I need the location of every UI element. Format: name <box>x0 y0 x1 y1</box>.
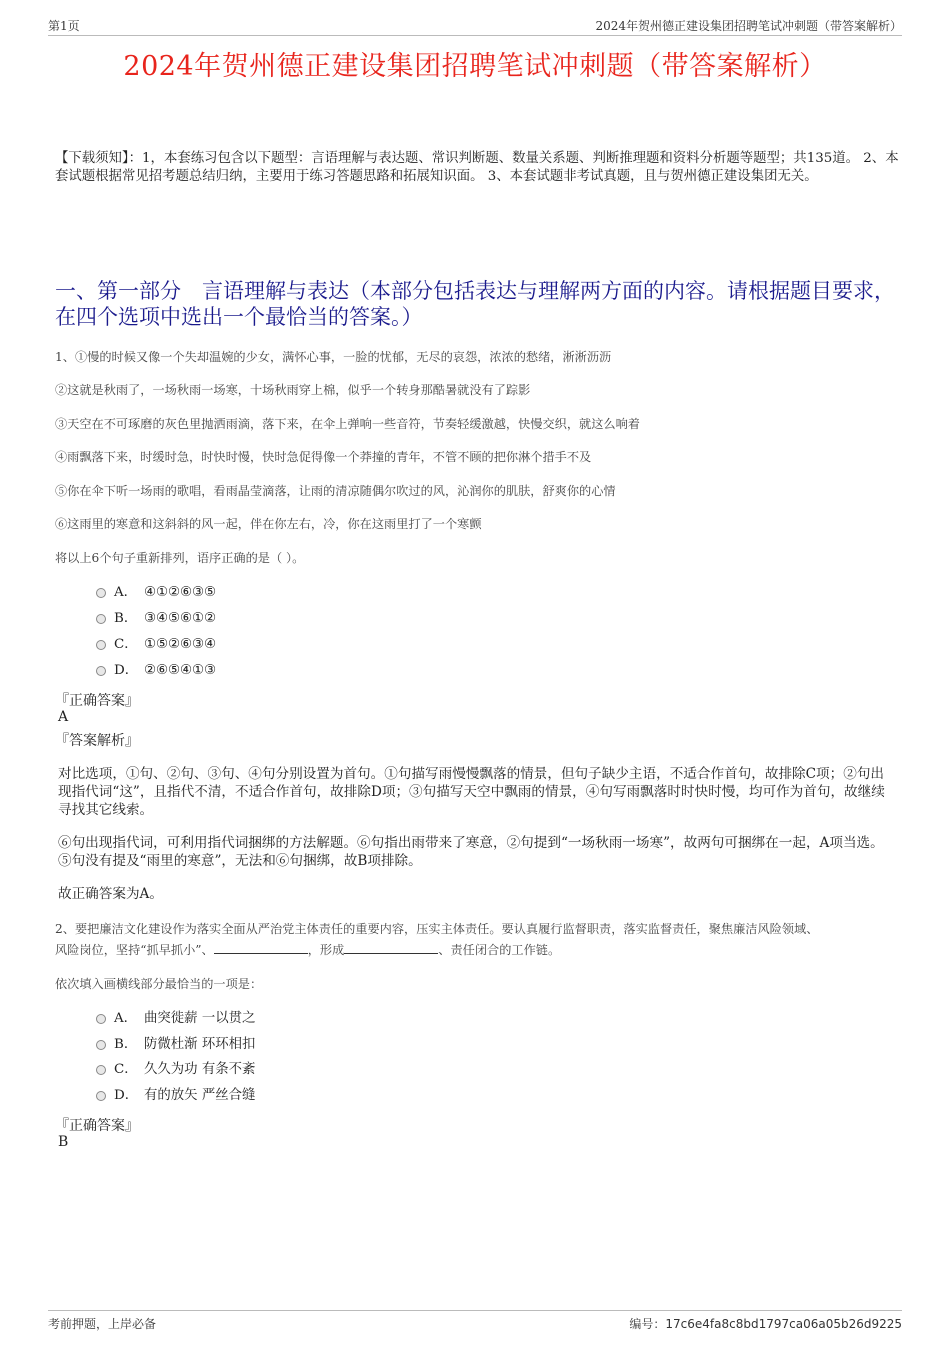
fill-blank-1 <box>214 942 308 954</box>
option-text: 曲突徙薪 一以贯之 <box>144 1011 256 1026</box>
option-text: ④①②⑥③⑤ <box>144 585 217 600</box>
q2-prompt: 依次填入画横线部分最恰当的一项是： <box>55 977 263 991</box>
page-footer <box>48 1310 902 1331</box>
q2-stem-text: 、责任闭合的工作链。 <box>438 943 561 957</box>
q2-answer-label: 『正确答案』 <box>55 1118 139 1134</box>
q1-analysis-para-1: 对比选项，①句、②句、③句、④句分别设置为首句。①句描写雨慢慢飘落的情景，但句子缺少主语，不适合作首句，故排除C项；②句出现指代词“这”，且指代不清，不适合作首句，故排除D项；③句描写天空中飘雨的情景，④句写雨飘落时时快时慢，均可作为首句，故继续寻找其它线索。 <box>58 766 885 818</box>
option-key: C． <box>114 1062 138 1077</box>
footer-code-value: 17c6e4fa8c8bd1797ca06a05b26d9225 <box>665 1317 902 1331</box>
q2-answer: B <box>58 1134 69 1150</box>
section-heading: 一、第一部分 言语理解与表达（本部分包括表达与理解两方面的内容。请根据题目要求，在四个选项中选出一个最恰当的答案。） <box>55 279 895 329</box>
radio-icon[interactable] <box>96 1091 106 1101</box>
q1-sentence-1: 1、①慢的时候又像一个失却温婉的少女，满怀心事，一脸的忧郁，无尽的哀怨，浓浓的愁绪，淅淅沥沥 <box>55 350 612 364</box>
q1-sentence-5: ⑤你在伞下听一场雨的歌唱，看雨晶莹滴落，让雨的清凉随偶尔吹过的风，沁润你的肌肤，舒爽你的心情 <box>55 484 616 498</box>
option-text: 有的放矢 严丝合缝 <box>144 1088 256 1103</box>
q2-stem-text: ，形成 <box>307 943 345 957</box>
option-key: D． <box>114 663 139 678</box>
option-text: ②⑥⑤④①③ <box>144 663 217 678</box>
q1-sentence-3: ③天空在不可琢磨的灰色里抛洒雨滴，落下来，在伞上弹响一些音符，节奏轻缓激越，快慢交织，就这么响着 <box>55 417 640 431</box>
page-header <box>48 15 902 36</box>
q1-answer-label: 『正确答案』 <box>55 693 139 709</box>
radio-icon[interactable] <box>96 666 106 676</box>
option-key: A． <box>114 1011 138 1026</box>
q1-sentence-6: ⑥这雨里的寒意和这斜斜的风一起，伴在你左右，冷，你在这雨里打了一个寒颤 <box>55 517 482 531</box>
q1-analysis-label: 『答案解析』 <box>55 733 139 749</box>
q1-sentence-2: ②这就是秋雨了，一场秋雨一场寒，十场秋雨穿上棉，似乎一个转身那酷暑就没有了踪影 <box>55 383 531 397</box>
footer-code <box>629 1315 902 1332</box>
radio-icon[interactable] <box>96 1040 106 1050</box>
radio-icon[interactable] <box>96 1065 106 1075</box>
q2-option-d[interactable] <box>96 1087 255 1105</box>
q1-option-c[interactable] <box>96 636 216 654</box>
q2-option-a[interactable] <box>96 1010 255 1028</box>
q1-sentence-4: ④雨飘落下来，时缓时急，时快时慢，快时急促得像一个莽撞的青年，不管不顾的把你淋个措手不及 <box>55 450 592 464</box>
page-number: 第1页 <box>48 19 80 33</box>
footer-slogan: 考前押题，上岸必备 <box>48 1317 157 1331</box>
q1-prompt: 将以上6个句子重新排列，语序正确的是（ ）。 <box>55 551 305 565</box>
option-key: A． <box>114 585 138 600</box>
radio-icon[interactable] <box>96 1014 106 1024</box>
option-key: D． <box>114 1088 139 1103</box>
q1-analysis-para-3: 故正确答案为A。 <box>58 886 163 902</box>
option-key: C． <box>114 637 138 652</box>
option-key: B． <box>114 1037 138 1052</box>
download-notice: 【下载须知】：1，本套练习包含以下题型：言语理解与表达题、常识判断题、数量关系题、判断推理题和资料分析题等题型；共135道。 2、本套试题根据常见招考题总结归纳，主要用于练习答题思路和拓展知识面。 3、本套试题非考试真题，且与贺州德正建设集团无关。 <box>55 151 899 184</box>
q2-stem-text: 风险岗位，坚持“抓早抓小”、 <box>55 943 214 957</box>
q1-option-a[interactable] <box>96 584 216 602</box>
q2-option-b[interactable] <box>96 1036 255 1054</box>
option-text: ①⑤②⑥③④ <box>144 637 217 652</box>
q2-stem-line-2 <box>55 941 900 958</box>
document-title: 2024年贺州德正建设集团招聘笔试冲刺题（带答案解析） <box>123 51 827 82</box>
option-text: ③④⑤⑥①② <box>144 611 217 626</box>
header-doc-title: 2024年贺州德正建设集团招聘笔试冲刺题（带答案解析） <box>595 19 902 33</box>
option-text: 防微杜渐 环环相扣 <box>144 1037 256 1052</box>
radio-icon[interactable] <box>96 640 106 650</box>
q1-analysis-para-2: ⑥句出现指代词，可利用指代词捆绑的方法解题。⑥句指出雨带来了寒意，②句提到“一场秋雨一场寒”，故两句可捆绑在一起，A项当选。⑤句没有提及“雨里的寒意”，无法和⑥句捆绑，故B项排除。 <box>58 835 884 869</box>
q2-stem-line-1: 2、要把廉洁文化建设作为落实全面从严治党主体责任的重要内容，压实主体责任。要认真履行监督职责，落实监督责任，聚焦廉洁风险领域、 <box>55 922 819 936</box>
radio-icon[interactable] <box>96 614 106 624</box>
radio-icon[interactable] <box>96 588 106 598</box>
option-text: 久久为功 有条不紊 <box>144 1062 256 1077</box>
footer-code-label: 编号： <box>629 1317 666 1331</box>
option-key: B． <box>114 611 138 626</box>
q2-option-c[interactable] <box>96 1061 255 1079</box>
q1-option-b[interactable] <box>96 610 216 628</box>
q1-option-d[interactable] <box>96 662 216 680</box>
q1-answer: A <box>58 709 69 725</box>
fill-blank-2 <box>344 942 438 954</box>
